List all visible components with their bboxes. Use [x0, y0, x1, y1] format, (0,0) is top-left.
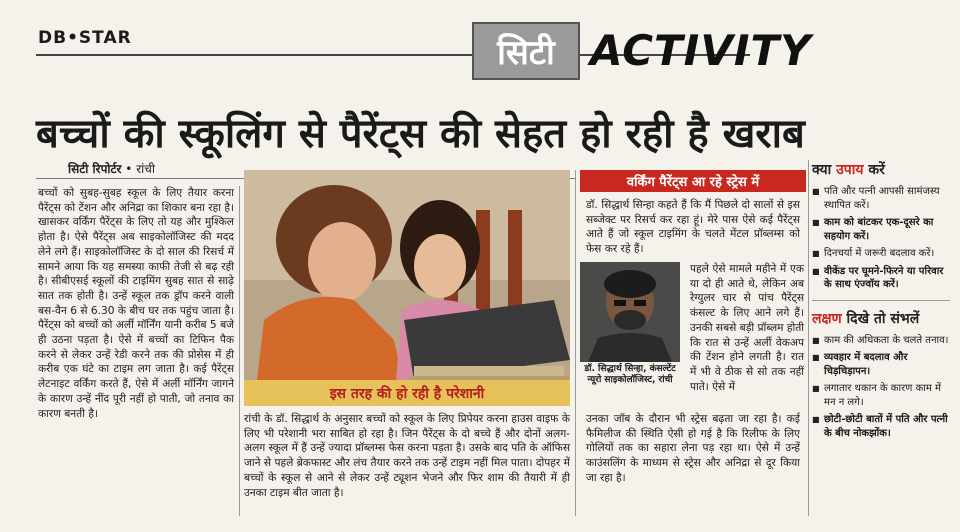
box-heading-bar [580, 170, 806, 192]
headline: बच्चों की स्कूलिंग से पैरेंट्स की सेहत हो रही है खराब [36, 111, 805, 157]
article-photo [244, 170, 570, 406]
symptoms-title [812, 309, 950, 328]
list-item: ■ काम की अधिकता के चलते तनाव। [812, 334, 950, 348]
solutions-title [812, 160, 950, 179]
box-intro-text: डॉ. सिद्धार्थ सिन्हा कहते हैं कि मैं पिछले दो सालों से इस सब्जेक्ट पर रिसर्च कर रहा हूं। मेरे पास ऐसे कई पैरेंट्स आते हैं जो स्कूल टाइमिंग के चलते मेंटल प्रॉब्लम्स को फेस कर रहे हैं। [586, 199, 800, 256]
solutions-title-accent: उपाय [836, 162, 864, 178]
solutions-title-prefix: क्या [812, 162, 832, 178]
doctor-photo [580, 262, 680, 362]
sidebar-divider [812, 300, 950, 301]
symptoms-title-suffix: दिखे तो संभलें [846, 310, 920, 327]
article-column-middle: रांची के डॉ. सिद्धार्थ के अनुसार बच्चों को स्कूल के लिए प्रिपेयर करना हाउस वाइफ के लिए भी परेशानी भरा साबित हो रहा है। जिन पैरेंट्स के दो बच्चे हैं और दोनों अलग-अलग स्कूल में हैं उन्हें ज्यादा प्रॉब्लम्स फेस करना पड़ता है। उसके बाद पति के ऑफिस जाने से पहले ब्रेकफास्ट और लंच तैयार करने तक उन्हें टाइम नहीं मिल पाता। दोपहर में बच्चों के स्कूल से आने से लेकर उन्हें ट्यूशन भेजने और फिर शाम की तैयारी में ही उनका टाइम बीत जाता है। [244, 413, 570, 499]
sidebar [812, 160, 950, 444]
column-divider [808, 160, 809, 516]
box-bottom-text: उनका जॉब के दौरान भी स्ट्रेस बढ़ता जा रहा है। कई फैमिलीज की स्थिति ऐसी हो गई है कि रिलीफ के लिए गोलियों तक का सहारा लेना पड़ रहा था। ऐसे में उन्हें काउंसलिंग के माध्यम से स्ट्रेस और अनिद्रा से दूर किया जा रहा है। [586, 413, 800, 484]
list-item: ■ व्यवहार में बदलाव और चिड़चिड़ापन। [812, 351, 950, 378]
doctor-caption: डॉ. सिद्धार्थ सिन्हा, कंसल्टेंट न्यूरो साइकोलॉजिस्ट, रांची [584, 364, 676, 385]
column-divider [575, 170, 576, 516]
symptoms-title-accent: लक्षण [812, 310, 842, 327]
solutions-title-suffix: करें [868, 162, 885, 178]
list-item: ■ पति और पत्नी आपसी सामंजस्य स्थापित करें। [812, 185, 950, 212]
list-item: ■ दिनचर्या में जरूरी बदलाव करें। [812, 247, 950, 261]
box-heading: वर्किंग पैरेंट्स आ रहे स्ट्रेस में [626, 175, 760, 190]
byline-reporter: सिटी रिपोर्टर [68, 162, 122, 176]
article-column-left: बच्चों को सुबह-सुबह स्कूल के लिए तैयार करना पैरेंट्स को टेंशन और अनिद्रा का शिकार बना रहा है। खासकर वर्किंग पैरेंट्स के लिए तो यह और मुश्किल होता है। ऐसे पैरेंट्स अब साइकोलॉजिस्ट की मदद लेने लगे हैं। साइकोलॉजिस्ट के दो साल की रिसर्च में सामने आया कि यह समस्या काफी तेजी से बढ़ रही है। सीबीएसई स्कूलों की टाइमिंग सुबह सात से साढ़े सात तक होती है। उन्हें स्कूल तक ड्रॉप करने वाली बस-वैन 6 से 6.30 के बीच घर तक पहुंच जाता है। पैरेंट्स को बच्चों को अर्ली मॉर्निंग यानी करीब 5 बजे ही उठना पड़ता है। ऐसे में बच्चों का टिफिन पैक करने से लेकर उन्हें रेडी करने तक की प्रोसेस में ही करीब एक घंटे का टाइम लग जाता है। कई पैरेंट्स लेटनाइट वर्किंग करते हैं, ऐसे में अर्ली मॉर्निंग जागने के कारण उन्हें नींद पूरी नहीं हो पाती, जो तनाव का कारण बनती है। [38, 187, 234, 420]
brand-logo: DB•STAR [38, 28, 132, 48]
section-title: ACTIVITY [590, 26, 812, 75]
photo-caption-bar [244, 380, 570, 406]
list-item: ■ लगातार थकान के कारण काम में मन न लगे। [812, 382, 950, 409]
solutions-list [812, 185, 950, 292]
symptoms-list [812, 334, 950, 441]
section-box-label: सिटी [497, 33, 555, 73]
list-item: ■ काम को बांटकर एक-दूसरे का सहयोग करें। [812, 216, 950, 243]
byline-separator: • [125, 162, 133, 176]
list-item: ■ वीकेंड पर घूमने-फिरने या परिवार के साथ एंज्वॉय करें। [812, 265, 950, 292]
byline-city: रांची [136, 162, 155, 176]
photo-caption: इस तरह की हो रही है परेशानी [329, 385, 485, 402]
byline [68, 160, 155, 177]
doctor-portrait [580, 262, 680, 362]
list-item: ■ छोटी-छोटी बातों में पति और पत्नी के बीच नोकझोंक। [812, 413, 950, 440]
column-divider [239, 186, 240, 516]
mother-daughter-photo [244, 170, 570, 406]
box-side-text: पहले ऐसे मामले महीने में एक या दो ही आते थे, लेकिन अब रेग्युलर चार से पांच पैरेंट्स कंसल्ट के लिए आने लगे हैं। उनकी सबसे बड़ी प्रॉब्लम होती कि रात से उन्हें अर्ली वेकअप की टेंशन होने लगती है। रात में भी वे ठीक से सो तक नहीं पाते। ऐसे में [690, 263, 804, 393]
section-box [472, 22, 580, 80]
